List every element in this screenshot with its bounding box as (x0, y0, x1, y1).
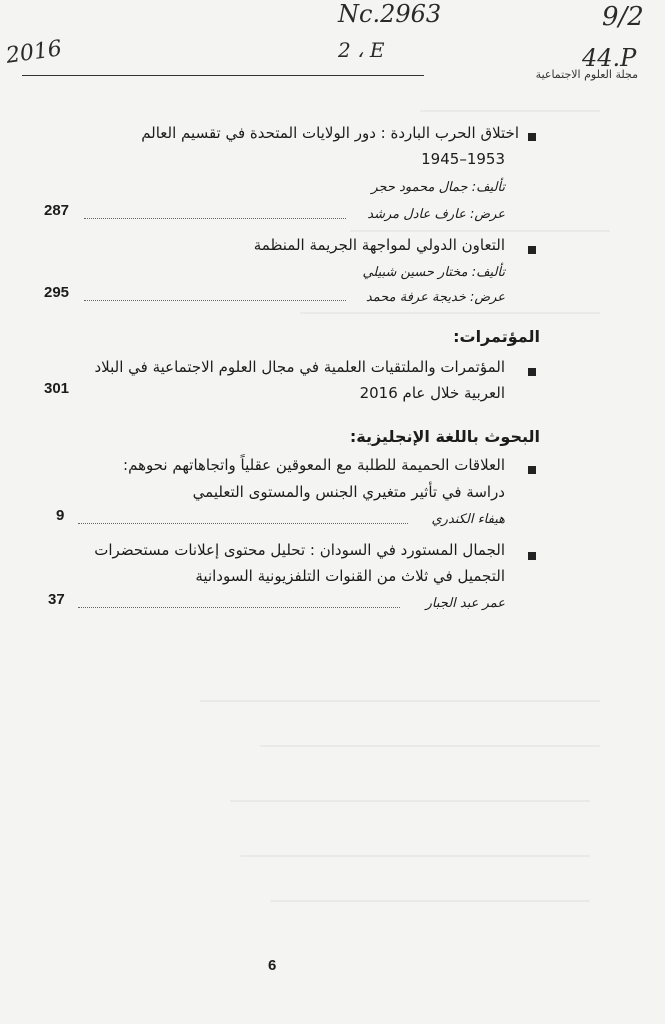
handwritten-catalog-number: Nc.2963 (338, 0, 442, 28)
section-heading-english-research: البحوث باللغة الإنجليزية: (349, 427, 540, 446)
entry-title: التعاون الدولي لمواجهة الجريمة المنظمة (253, 236, 505, 254)
entry-author: تأليف: مختار حسين شبيلي (362, 265, 505, 280)
bullet-icon (528, 133, 536, 141)
handwritten-issue-mark: 2 ، E (338, 38, 385, 62)
page-number: 287 (44, 202, 70, 219)
entry-title: اختلاق الحرب الباردة : دور الولايات المتحدة في تقسيم العالم (141, 124, 519, 142)
research-author: هيفاء الكندري (431, 512, 505, 527)
header-rule (22, 75, 424, 76)
handwritten-date-mark: 9/2 (602, 2, 644, 32)
show-through-mark (270, 900, 590, 902)
handwritten-year: 2016 (4, 36, 64, 69)
entry-reviewer: عرض: عارف عادل مرشد (367, 207, 505, 222)
dot-leader (78, 523, 408, 524)
dot-leader (84, 300, 346, 301)
page-number: 295 (44, 284, 70, 301)
research-title-line2: دراسة في تأثير متغيري الجنس والمستوى التعليمي (192, 483, 505, 501)
page-number: 9 (56, 507, 65, 524)
conference-title: المؤتمرات والملتقيات العلمية في مجال العلوم الاجتماعية في البلاد (94, 358, 505, 376)
research-title: العلاقات الحميمة للطلبة مع المعوقين عقلياً واتجاهاتهم نحوهم: (123, 456, 505, 474)
show-through-mark (350, 230, 610, 232)
page-number: 37 (48, 591, 65, 608)
section-heading-conferences: المؤتمرات: (453, 327, 540, 346)
bullet-icon (528, 246, 536, 254)
entry-reviewer: عرض: خديجة عرفة محمد (365, 290, 505, 305)
research-author: عمر عبد الجبار (425, 596, 505, 611)
show-through-mark (200, 700, 600, 702)
entry-author: تأليف: جمال محمود حجر (371, 180, 505, 195)
bullet-icon (528, 466, 536, 474)
bullet-icon (528, 368, 536, 376)
show-through-mark (420, 110, 600, 112)
bullet-icon (528, 552, 536, 560)
dot-leader (78, 607, 400, 608)
research-title-line2: التجميل في ثلاث من القنوات التلفزيونية السودانية (195, 567, 505, 585)
show-through-mark (230, 800, 590, 802)
show-through-mark (300, 312, 600, 314)
show-through-mark (260, 745, 600, 747)
page-number: 301 (44, 380, 70, 397)
journal-name: مجلة العلوم الاجتماعية (535, 68, 638, 81)
dot-leader (84, 218, 346, 219)
footer-page-number: 6 (268, 957, 277, 974)
entry-title-years: 1953–1945 (421, 150, 505, 168)
show-through-mark (240, 855, 590, 857)
research-title: الجمال المستورد في السودان : تحليل محتوى إعلانات مستحضرات (94, 541, 505, 559)
handwritten-page-count: 44.P (582, 44, 637, 72)
conference-title-line2: العربية خلال عام 2016 (359, 384, 505, 402)
